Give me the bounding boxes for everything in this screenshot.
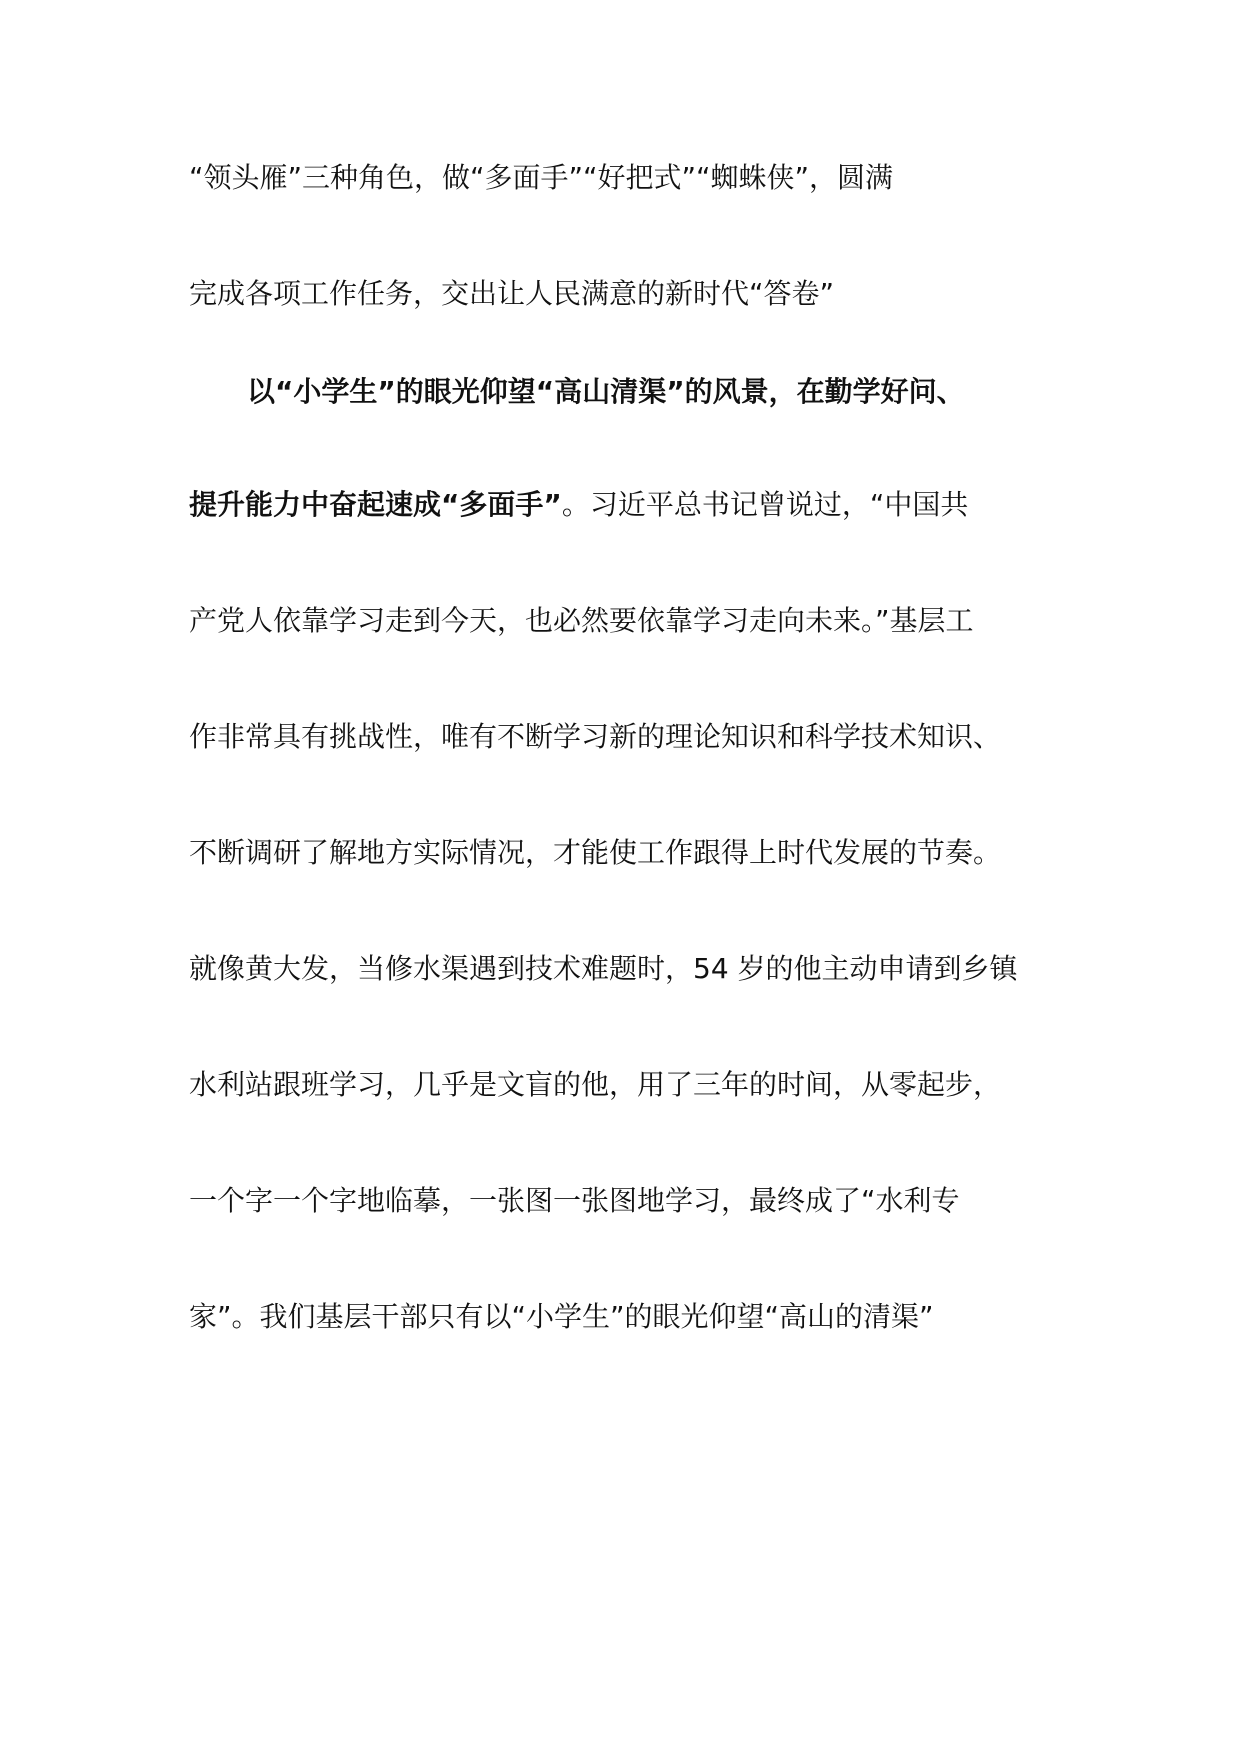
text-line-4-rest: 。习近平总书记曾说过，“中国共 [561,488,969,521]
text-line-6: 作非常具有挑战性，唯有不断学习新的理论知识和科学技术知识、 [189,720,1002,753]
text-line-11: 家”。我们基层干部只有以“小学生”的眼光仰望“高山的清渠” [189,1300,934,1333]
bold-heading-line: 以“小学生”的眼光仰望“高山清渠”的风景，在勤学好问、 [247,375,965,408]
text-line-4 [189,485,1089,525]
text-line-5: 产党人依靠学习走到今天，也必然要依靠学习走向未来。”基层工 [189,604,974,637]
text-line-7: 不断调研了解地方实际情况，才能使工作跟得上时代发展的节奏。 [189,836,1002,869]
text-line-1: “领头雁”三种角色，做“多面手”“好把式”“蜘蛛侠”，圆满 [189,161,894,194]
text-line-8: 就像黄大发，当修水渠遇到技术难题时，54 岁的他主动申请到乡镇 [189,952,1018,985]
text-line-10: 一个字一个字地临摹，一张图一张图地学习，最终成了“水利专 [189,1184,960,1217]
text-line-2: 完成各项工作任务，交出让人民满意的新时代“答卷” [189,277,835,310]
text-line-9: 水利站跟班学习，几乎是文盲的他，用了三年的时间，从零起步， [189,1068,1002,1101]
bold-heading-continuation: 提升能力中奋起速成“多面手” [189,488,562,521]
